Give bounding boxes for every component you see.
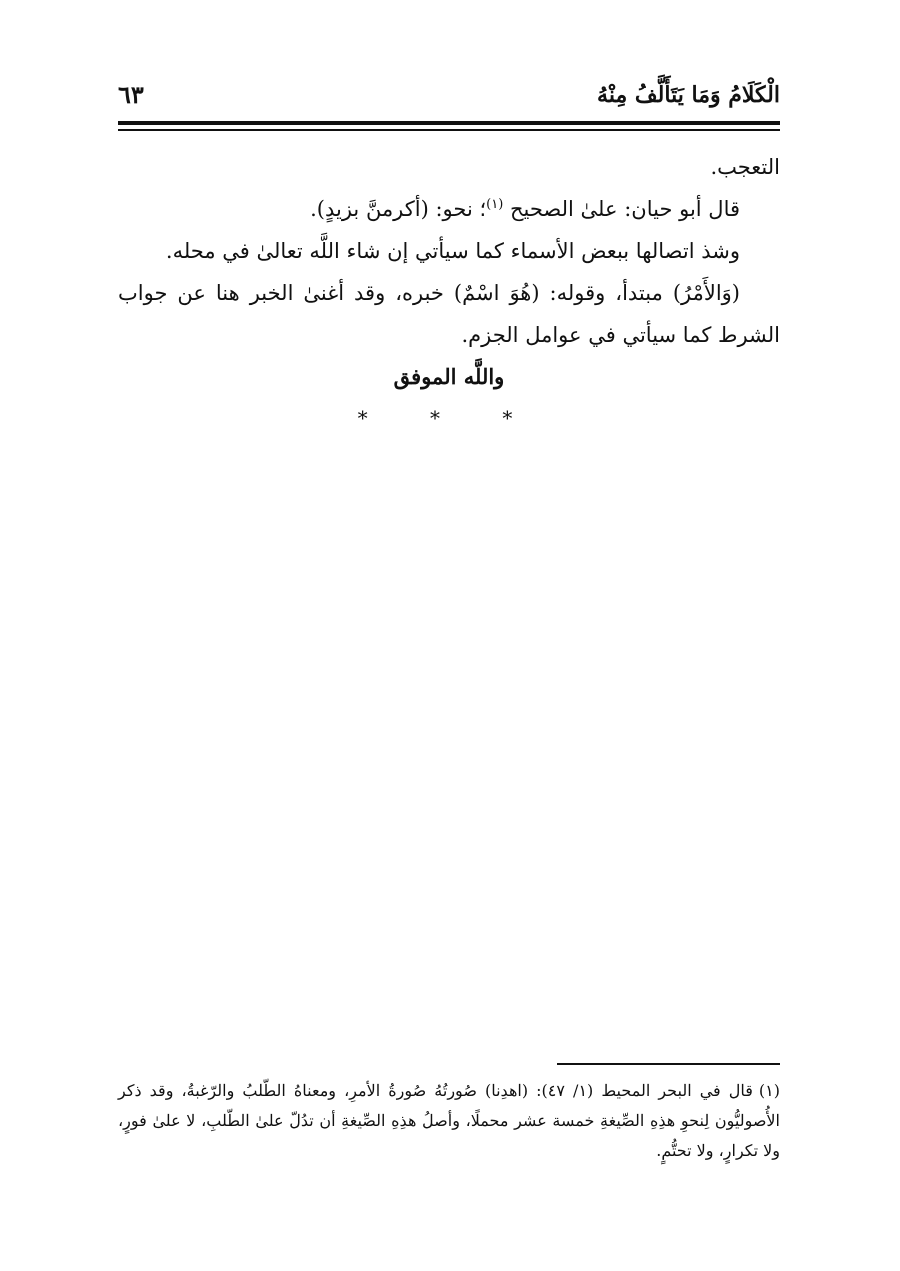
paragraph-2 bbox=[118, 188, 780, 230]
footnote-reference[interactable]: (١) bbox=[486, 197, 504, 212]
paragraph-4: (وَالأَمْرُ) مبتدأ، وقوله: (هُوَ اسْمٌ) خبره، وقد أغنىٰ الخبر هنا عن جواب الشرط كما سيأتي في عوامل الجزم. bbox=[118, 281, 780, 347]
paragraph-1: التعجب. bbox=[710, 155, 780, 179]
closing-phrase: واللَّه الموفق bbox=[393, 364, 505, 389]
header-rule-thin bbox=[118, 129, 780, 131]
main-text bbox=[118, 146, 780, 438]
footnote bbox=[118, 1076, 780, 1166]
section-stars: * * * bbox=[357, 406, 541, 430]
page-header bbox=[118, 78, 780, 118]
page-number: ٦٣ bbox=[118, 80, 144, 109]
paragraph-2-part-b: ؛ نحو: (أكرمنَّ بزيدٍ). bbox=[310, 197, 487, 221]
footnote-separator bbox=[557, 1063, 780, 1065]
footnote-text: قال في البحر المحيط (١/ ٤٧): (اهدِنا) صُورتُهُ صُورةُ الأمرِ، ومعناهُ الطّلبُ والرّغبةُ، وقد ذكر الأُصوليُّون لِنحوِ هذِهِ الصِّيغةِ خمسة عشر محملًا، وأصلُ هذِهِ الصِّيغةِ أن تدُلّ علىٰ الطّلبِ، لا علىٰ فورٍ، ولا تكرارٍ، ولا تحتُّمٍ. bbox=[118, 1081, 780, 1160]
paragraph-2-part-a: قال أبو حيان: علىٰ الصحيح bbox=[509, 197, 740, 221]
footnote-number: (١) bbox=[758, 1081, 780, 1100]
paragraph-3: وشذ اتصالها ببعض الأسماء كما سيأتي إن شاء اللَّه تعالىٰ في محله. bbox=[165, 239, 740, 263]
running-title: الْكَلَامُ وَمَا يَتَأَلَّفُ مِنْهُ bbox=[597, 82, 780, 108]
header-rule-thick bbox=[118, 121, 780, 125]
